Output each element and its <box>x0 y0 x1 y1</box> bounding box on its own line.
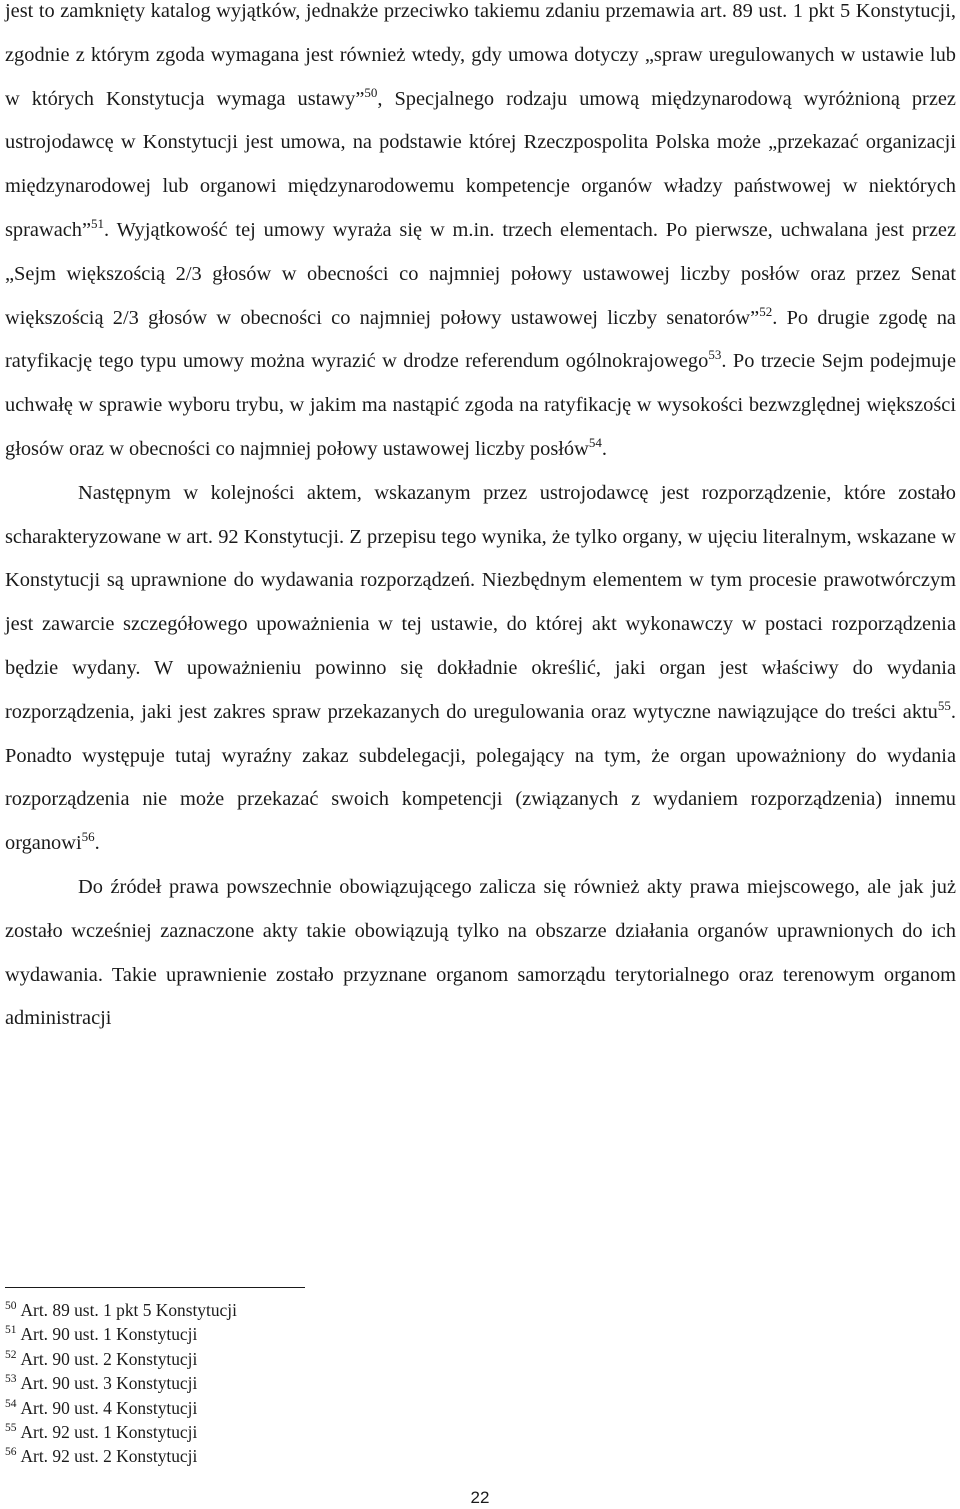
footnote-item <box>5 1322 605 1346</box>
footnote-text: Art. 90 ust. 4 Konstytucji <box>20 1397 198 1418</box>
footnote-item <box>5 1396 605 1420</box>
paragraph-text: . Po trzecie Sejm podejmuje uchwałę w sprawie wyboru trybu, w jakim ma nastąpić zgoda na ratyfikację w wysokości bezwzględnej większości głosów oraz w obecności co najmniej połowy ustawowej liczby posłów <box>5 350 956 460</box>
paragraph-text: . <box>94 832 100 855</box>
footnote-item <box>5 1298 605 1322</box>
footnote-item <box>5 1444 605 1468</box>
footnote-number: 52 <box>5 1348 17 1361</box>
footnote-text: Art. 90 ust. 2 Konstytucji <box>20 1348 198 1369</box>
footnotes <box>5 1298 605 1469</box>
footnote-ref-56[interactable]: 56 <box>81 829 95 845</box>
footnote-number: 50 <box>5 1300 17 1312</box>
footnote-ref-54[interactable]: 54 <box>588 434 602 450</box>
paragraph-text: . Ponadto występuje tutaj wyraźny zakaz subdelegacji, polegający na tym, że organ upoważniony do wydania rozporządzenia nie może przekazać swoich kompetencji (związanych z wydaniem rozporządzenia) innemu organowi <box>5 700 956 855</box>
footnote-number: 55 <box>5 1422 17 1435</box>
footnote-text: Art. 89 ust. 1 pkt 5 Konstytucji <box>20 1300 237 1320</box>
footnote-text: Art. 92 ust. 1 Konstytucji <box>20 1422 198 1443</box>
paragraph-text: . Po drugie zgodę na ratyfikację tego typu umowy można wyrazić w drodze referendum ogólnokrajowego <box>5 306 956 373</box>
paragraph-text: , Specjalnego rodzaju umową międzynarodową wyróżnioną przez ustrojodawcę w Konstytucji jest umowa, na podstawie której Rzeczpospolita Polska może „przekazać organizacji międzynarodowej lub organowi międzynarodowemu kompetencje organów władzy państwowej w niektórych sprawach” <box>5 87 956 241</box>
footnote-item <box>5 1420 605 1444</box>
page-number: 22 <box>470 1488 490 1507</box>
paragraph-1 <box>5 0 956 472</box>
paragraph-text: . <box>601 437 607 460</box>
footnote-item <box>5 1347 605 1371</box>
paragraph-3 <box>5 866 956 1041</box>
footnote-item <box>5 1371 605 1395</box>
footnote-number: 54 <box>5 1397 17 1410</box>
footnote-text: Art. 90 ust. 3 Konstytucji <box>20 1373 198 1394</box>
footnote-ref-51[interactable]: 51 <box>91 215 105 231</box>
footnote-ref-53[interactable]: 53 <box>708 347 722 363</box>
paragraph-text: jest to zamknięty katalog wyjątków, jednakże przeciwko takiemu zdaniu przemawia art. 89 ust. 1 pkt 5 Konstytucji, zgodnie z którym zgoda wymagana jest również wtedy, gdy umowa dotyczy „spraw uregulowanych w ustawie lub w których Konstytucja wymaga ustawy” <box>5 0 956 110</box>
paragraph-text: Do źródeł prawa powszechnie obowiązującego zalicza się również akty prawa miejscowego, ale jak już zostało wcześniej zaznaczone akty takie obowiązują tylko na obszarze działania organów uprawnionych do ich wydawania. Takie uprawnienie zostało przyznane organom samorządu terytorialnego oraz terenowym organom administracji <box>5 875 956 1030</box>
footnote-ref-52[interactable]: 52 <box>759 303 773 319</box>
footnote-number: 51 <box>5 1324 17 1337</box>
paragraph-text: Następnym w kolejności aktem, wskazanym przez ustrojodawcę jest rozporządzenie, które zostało scharakteryzowane w art. 92 Konstytucji. Z przepisu tego wynika, że tylko organy, w ujęciu literalnym, wskazane w Konstytucji są uprawnione do wydawania rozporządzeń. Niezbędnym elementem w tym procesie prawotwórczym jest zawarcie szczegółowego upoważnienia w tej ustawie, do której akt wykonawczy w postaci rozporządzenia będzie wydany. W upoważnieniu powinno się dokładnie określić, jaki organ jest właściwy do wydania rozporządzenia, jaki jest zakres spraw przekazanych do uregulowania oraz wytyczne nawiązujące do treści aktu <box>5 481 956 723</box>
paragraph-2 <box>5 472 956 866</box>
paragraph-text: . Wyjątkowość tej umowy wyraża się w m.in. trzech elementach. Po pierwsze, uchwalana jest przez „Sejm większością 2/3 głosów w obecności co najmniej połowy ustawowej liczby posłów oraz przez Senat większością 2/3 głosów w obecności co najmniej połowy ustawowej liczby senatorów” <box>5 218 956 329</box>
footnote-text: Art. 90 ust. 1 Konstytucji <box>20 1324 198 1345</box>
footnote-number: 56 <box>5 1446 17 1459</box>
footnote-ref-55[interactable]: 55 <box>937 697 951 713</box>
body-text <box>5 0 956 1041</box>
footnote-text: Art. 92 ust. 2 Konstytucji <box>20 1446 198 1467</box>
footnote-separator <box>5 1287 305 1288</box>
footnote-number: 53 <box>5 1373 17 1386</box>
footnote-ref-50[interactable]: 50 <box>364 84 378 100</box>
